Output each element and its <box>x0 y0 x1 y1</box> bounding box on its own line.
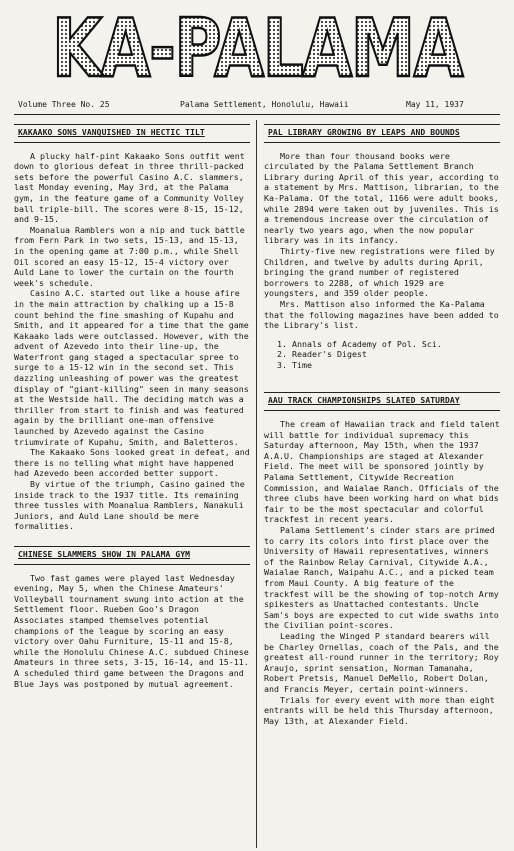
article-chinese <box>14 546 250 689</box>
paragraph: Trials for every event with more than eight entrants will be held this Thursday afternoon, May 13th, at Alexander Field. <box>264 694 495 726</box>
left-column <box>14 124 250 689</box>
paragraph: Mrs. Mattison also informed the Ka-Palama that the following magazines have been added to the Library's list. <box>264 298 499 331</box>
paragraph: More than four thousand books were circulated by the Palama Settlement Branch Library during April of this year, according to a statement by Mrs. Mattison, librarian, to the Ka-Palama. Of the total, 1166 were adult books, while 2894 were taken out by juveniles. This is a tremendous increase over the circulation of nearly two years ago, when the now popular library was in its infancy. <box>264 150 499 246</box>
paragraph: Leading the Winged P standard bearers will be Charley Ornellas, coach of the Pals, and the greatest all-round runner in the territory; Roy Araujo, sprint sensation, Norman Tamanaha, Robert Pretsis, Manuel DeMello, Robert Dolan, and Francis Meyer, certain point-winners. <box>264 630 499 694</box>
issue-date: May 11, 1937 <box>406 100 464 109</box>
paragraph: Thirty-five new registrations were filed by Children, and twelve by adults during April, bringing the grand number of registered borrowers to 2288, of which 1929 are youngsters, and 359 older people. <box>264 245 495 299</box>
column-divider <box>256 120 257 848</box>
masthead-logo <box>44 2 470 95</box>
issue-place: Palama Settlement, Honolulu, Hawaii <box>180 100 349 109</box>
issue-volume: Volume Three No. 25 <box>18 100 110 109</box>
list-item: 3. Time <box>292 360 500 371</box>
article-aau <box>264 392 500 726</box>
masthead <box>44 2 470 95</box>
magazine-list <box>292 339 500 371</box>
headline: PAL LIBRARY GROWING BY LEAPS AND BOUNDS <box>264 124 500 143</box>
paragraph: Casino A.C. started out like a house afire in the main attraction by chalking up a 15-8 count behind the fine smashing of Kupahu and Smith, and it appeared for a time that the game Kakaako lads were outclassed. However, with the advent of Azevedo into their line-up, the Waterfront gang staged a spectacular spree to surge to a 15-12 win in the second set. This dazzling unleashing of power was the greatest display of "giant-killing" seen in many seasons at the Westside hall. The deciding match was a thriller from start to finish and was featured again by the brilliant one-man offensive launched by Azevedo against the Casino triumvirate of Kupahu, Smith, and Baletteros. <box>14 288 249 447</box>
list-item: 2. Reader's Digest <box>292 349 500 360</box>
issue-info-bar <box>14 96 500 115</box>
paragraph: Two fast games were played last Wednesday evening, May 5, when the Chinese Amateurs' Volleyball tournament swung into action at the Settlement floor. Rueben Goo's Dragon Associates stamped themselves potential champions of the league by scoring an easy victory over Oahu Furniture, 15-11 and 15-8, while the Honolulu Chinese A.C. subdued Chinese Amateurs in three sets, 3-15, 16-14, and 15-11. A scheduled third game between the Dragons and Blue Jays was postponed by mutual agreement. <box>14 572 249 689</box>
headline: AAU TRACK CHAMPIONSHIPS SLATED SATURDAY <box>264 392 500 411</box>
list-item: 1. Annals of Academy of Pol. Sci. <box>292 339 500 350</box>
paragraph: Palama Settlement's cinder stars are primed to carry its colors into first place over the University of Hawaii representatives, winners of the Rainbow Relay Carnival, Citywide A.A., Waialae Ranch, Waipahu A.C., and a picked team from Maui County. A big feature of the trackfest will be the showing of top-notch Army spikesters as Unattached contestants. Uncle Sam's boys are expected to cut wide swaths into the Civilian point-scores. <box>264 525 499 631</box>
headline: CHINESE SLAMMERS SHOW IN PALAMA GYM <box>14 546 250 565</box>
right-column <box>264 124 500 726</box>
headline: KAKAAKO SONS VANQUISHED IN HECTIC TILT <box>14 124 250 143</box>
masthead-title: KA-PALAMA <box>52 2 464 95</box>
paragraph: By virtue of the triumph, Casino gained the inside track to the 1937 title. Its remaining three tussles with Moanalua Ramblers, Nanakuli Juniors, and Auld Lane should be mere formalities. <box>14 479 245 532</box>
article-library <box>264 124 500 370</box>
paragraph: Moanalua Ramblers won a nip and tuck battle from Fern Park in two sets, 15-13, and 15-13, in the opening game at 7:00 p.m., while Shell Oil scored an easy 15-12, 15-4 victory over Auld Lane to lower the curtain on the fourth week's schedule. <box>14 224 245 288</box>
paragraph: A plucky half-pint Kakaako Sons outfit went down to glorious defeat in three thrill-packed sets before the powerful Casino A.C. slammers, last Monday evening, May 3rd, at the Palama gym, in the feature game of a Community Volley ball triple-bill. The scores were 8-15, 15-12, and 9-15. <box>14 150 245 225</box>
paragraph: The cream of Hawaiian track and field talent will battle for individual supremacy this Saturday afternoon, May 15th, when the 1937 A.A.U. Championships are staged at Alexander Field. The meet will be sponsored jointly by Palama Settlement, Citywide Recreation Commission, and Waialae Ranch. Officials of the three clubs have been working hard on what bids fair to be the most spectacular and colorful trackfest in recent years. <box>264 419 500 525</box>
article-kakaako <box>14 124 250 532</box>
paragraph: The Kakaako Sons looked great in defeat, and there is no telling what might have happened had Azevedo been accorded better support. <box>14 447 250 479</box>
